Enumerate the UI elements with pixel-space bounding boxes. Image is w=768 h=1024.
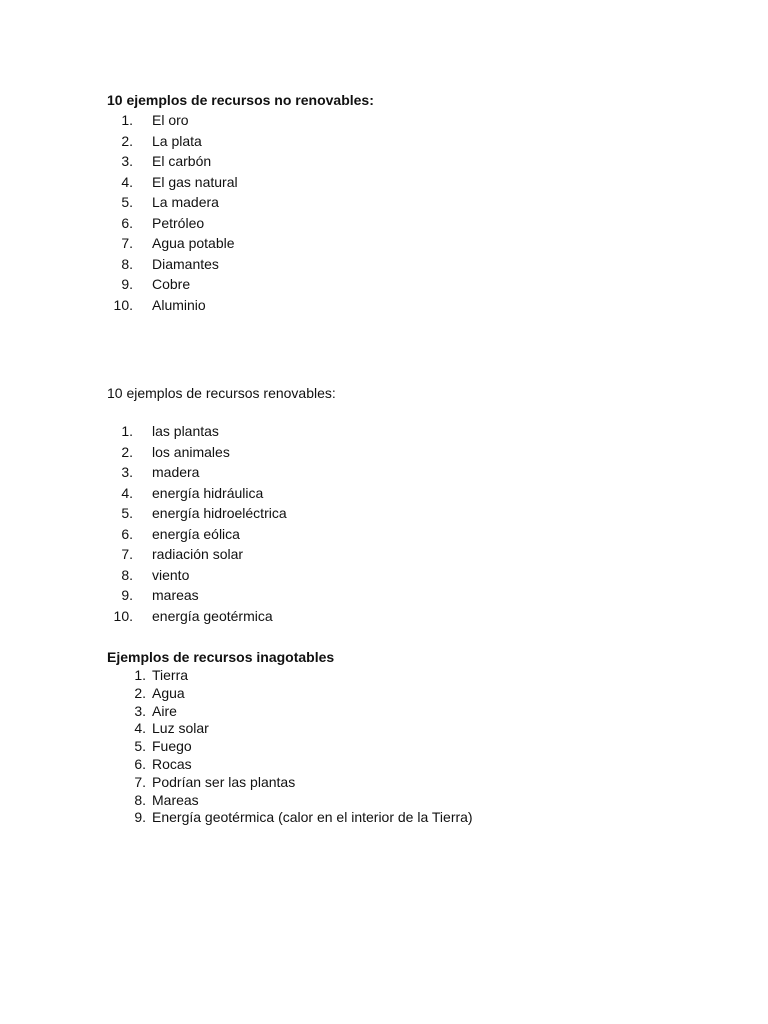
list-item (107, 421, 336, 442)
list-item (107, 809, 473, 827)
list-text: mareas (152, 587, 199, 603)
list-item (107, 192, 374, 213)
list-number: 7. (134, 773, 146, 790)
list-item (107, 462, 336, 483)
list-item (107, 585, 336, 606)
list-number: 3. (134, 702, 146, 719)
list-text: Fuego (152, 738, 192, 755)
list-item (107, 524, 336, 545)
list-text: La madera (152, 194, 219, 210)
list-text: Agua (152, 684, 185, 701)
list-item (107, 295, 374, 316)
list-text: las plantas (152, 423, 219, 439)
list-item (107, 544, 336, 565)
list-text: Petróleo (152, 214, 205, 231)
list-number: 8. (121, 566, 133, 583)
list-text: radiación solar (152, 546, 244, 562)
section-inexhaustible (107, 647, 473, 827)
list-item (107, 738, 334, 756)
list-number: 7. (121, 546, 133, 562)
list-item (107, 667, 334, 685)
list-item (107, 503, 336, 524)
list-number: 5. (121, 194, 133, 210)
list-item (107, 756, 334, 774)
list-number: 8. (134, 791, 146, 808)
section-non-renewable (107, 90, 374, 315)
list-item (107, 151, 374, 172)
resource-list (107, 110, 374, 315)
resource-list (107, 667, 473, 827)
list-number: 7. (121, 235, 133, 251)
list-number: 4. (121, 173, 133, 190)
list-text: viento (152, 566, 190, 583)
list-text: energía eólica (152, 525, 240, 542)
list-text: Energía geotérmica (calor en el interior de la Tierra) (152, 809, 473, 826)
list-text: Mareas (152, 791, 199, 808)
list-item (107, 565, 336, 586)
list-text: energía geotérmica (152, 607, 273, 624)
list-item (107, 131, 374, 152)
list-number: 10. (113, 607, 133, 624)
list-item (107, 213, 374, 234)
list-item (107, 110, 374, 131)
list-item (107, 442, 336, 463)
section-heading: 10 ejemplos de recursos renovables: (107, 385, 336, 401)
list-number: 1. (134, 667, 146, 683)
list-text: energía hidráulica (152, 484, 264, 501)
list-number: 2. (121, 443, 133, 460)
list-item (107, 774, 334, 792)
list-number: 2. (121, 132, 133, 149)
list-text: Diamantes (152, 255, 219, 272)
list-number: 6. (121, 525, 133, 542)
list-item (107, 483, 336, 504)
resource-list (107, 421, 336, 626)
list-number: 1. (121, 112, 133, 128)
list-item (107, 172, 374, 193)
list-item (107, 720, 334, 738)
section-heading: Ejemplos de recursos inagotables (107, 649, 335, 665)
list-number: 6. (134, 755, 146, 772)
list-number: 4. (134, 720, 146, 737)
list-number: 9. (134, 809, 146, 826)
list-number: 6. (121, 214, 133, 231)
list-item (107, 703, 334, 721)
list-text: Podrían ser las plantas (152, 773, 296, 790)
section-heading: 10 ejemplos de recursos no renovables: (107, 92, 374, 108)
list-item (107, 274, 374, 295)
list-text: los animales (152, 443, 230, 460)
list-text: El oro (152, 112, 189, 128)
list-text: Aluminio (152, 296, 206, 313)
list-number: 9. (121, 276, 133, 292)
list-text: El gas natural (152, 173, 238, 190)
list-text: Cobre (152, 276, 191, 292)
list-text: Luz solar (152, 720, 209, 737)
list-item (107, 685, 334, 703)
list-text: energía hidroeléctrica (152, 505, 287, 521)
list-number: 5. (121, 505, 133, 521)
list-item (107, 606, 336, 627)
list-text: Tierra (152, 667, 189, 683)
list-text: La plata (152, 132, 202, 149)
list-number: 2. (134, 684, 146, 701)
list-number: 8. (121, 255, 133, 272)
list-item (107, 254, 374, 275)
list-number: 3. (121, 153, 133, 169)
list-number: 5. (134, 738, 146, 755)
list-number: 1. (121, 423, 133, 439)
list-number: 3. (121, 464, 133, 480)
list-text: Agua potable (152, 235, 235, 251)
list-text: El carbón (152, 153, 212, 169)
list-item (107, 233, 374, 254)
list-text: Aire (152, 702, 177, 719)
list-number: 10. (113, 296, 133, 313)
list-text: Rocas (152, 755, 192, 772)
list-number: 4. (121, 484, 133, 501)
list-item (107, 792, 334, 810)
list-text: madera (152, 464, 200, 480)
section-renewable (107, 383, 336, 626)
list-number: 9. (121, 587, 133, 603)
